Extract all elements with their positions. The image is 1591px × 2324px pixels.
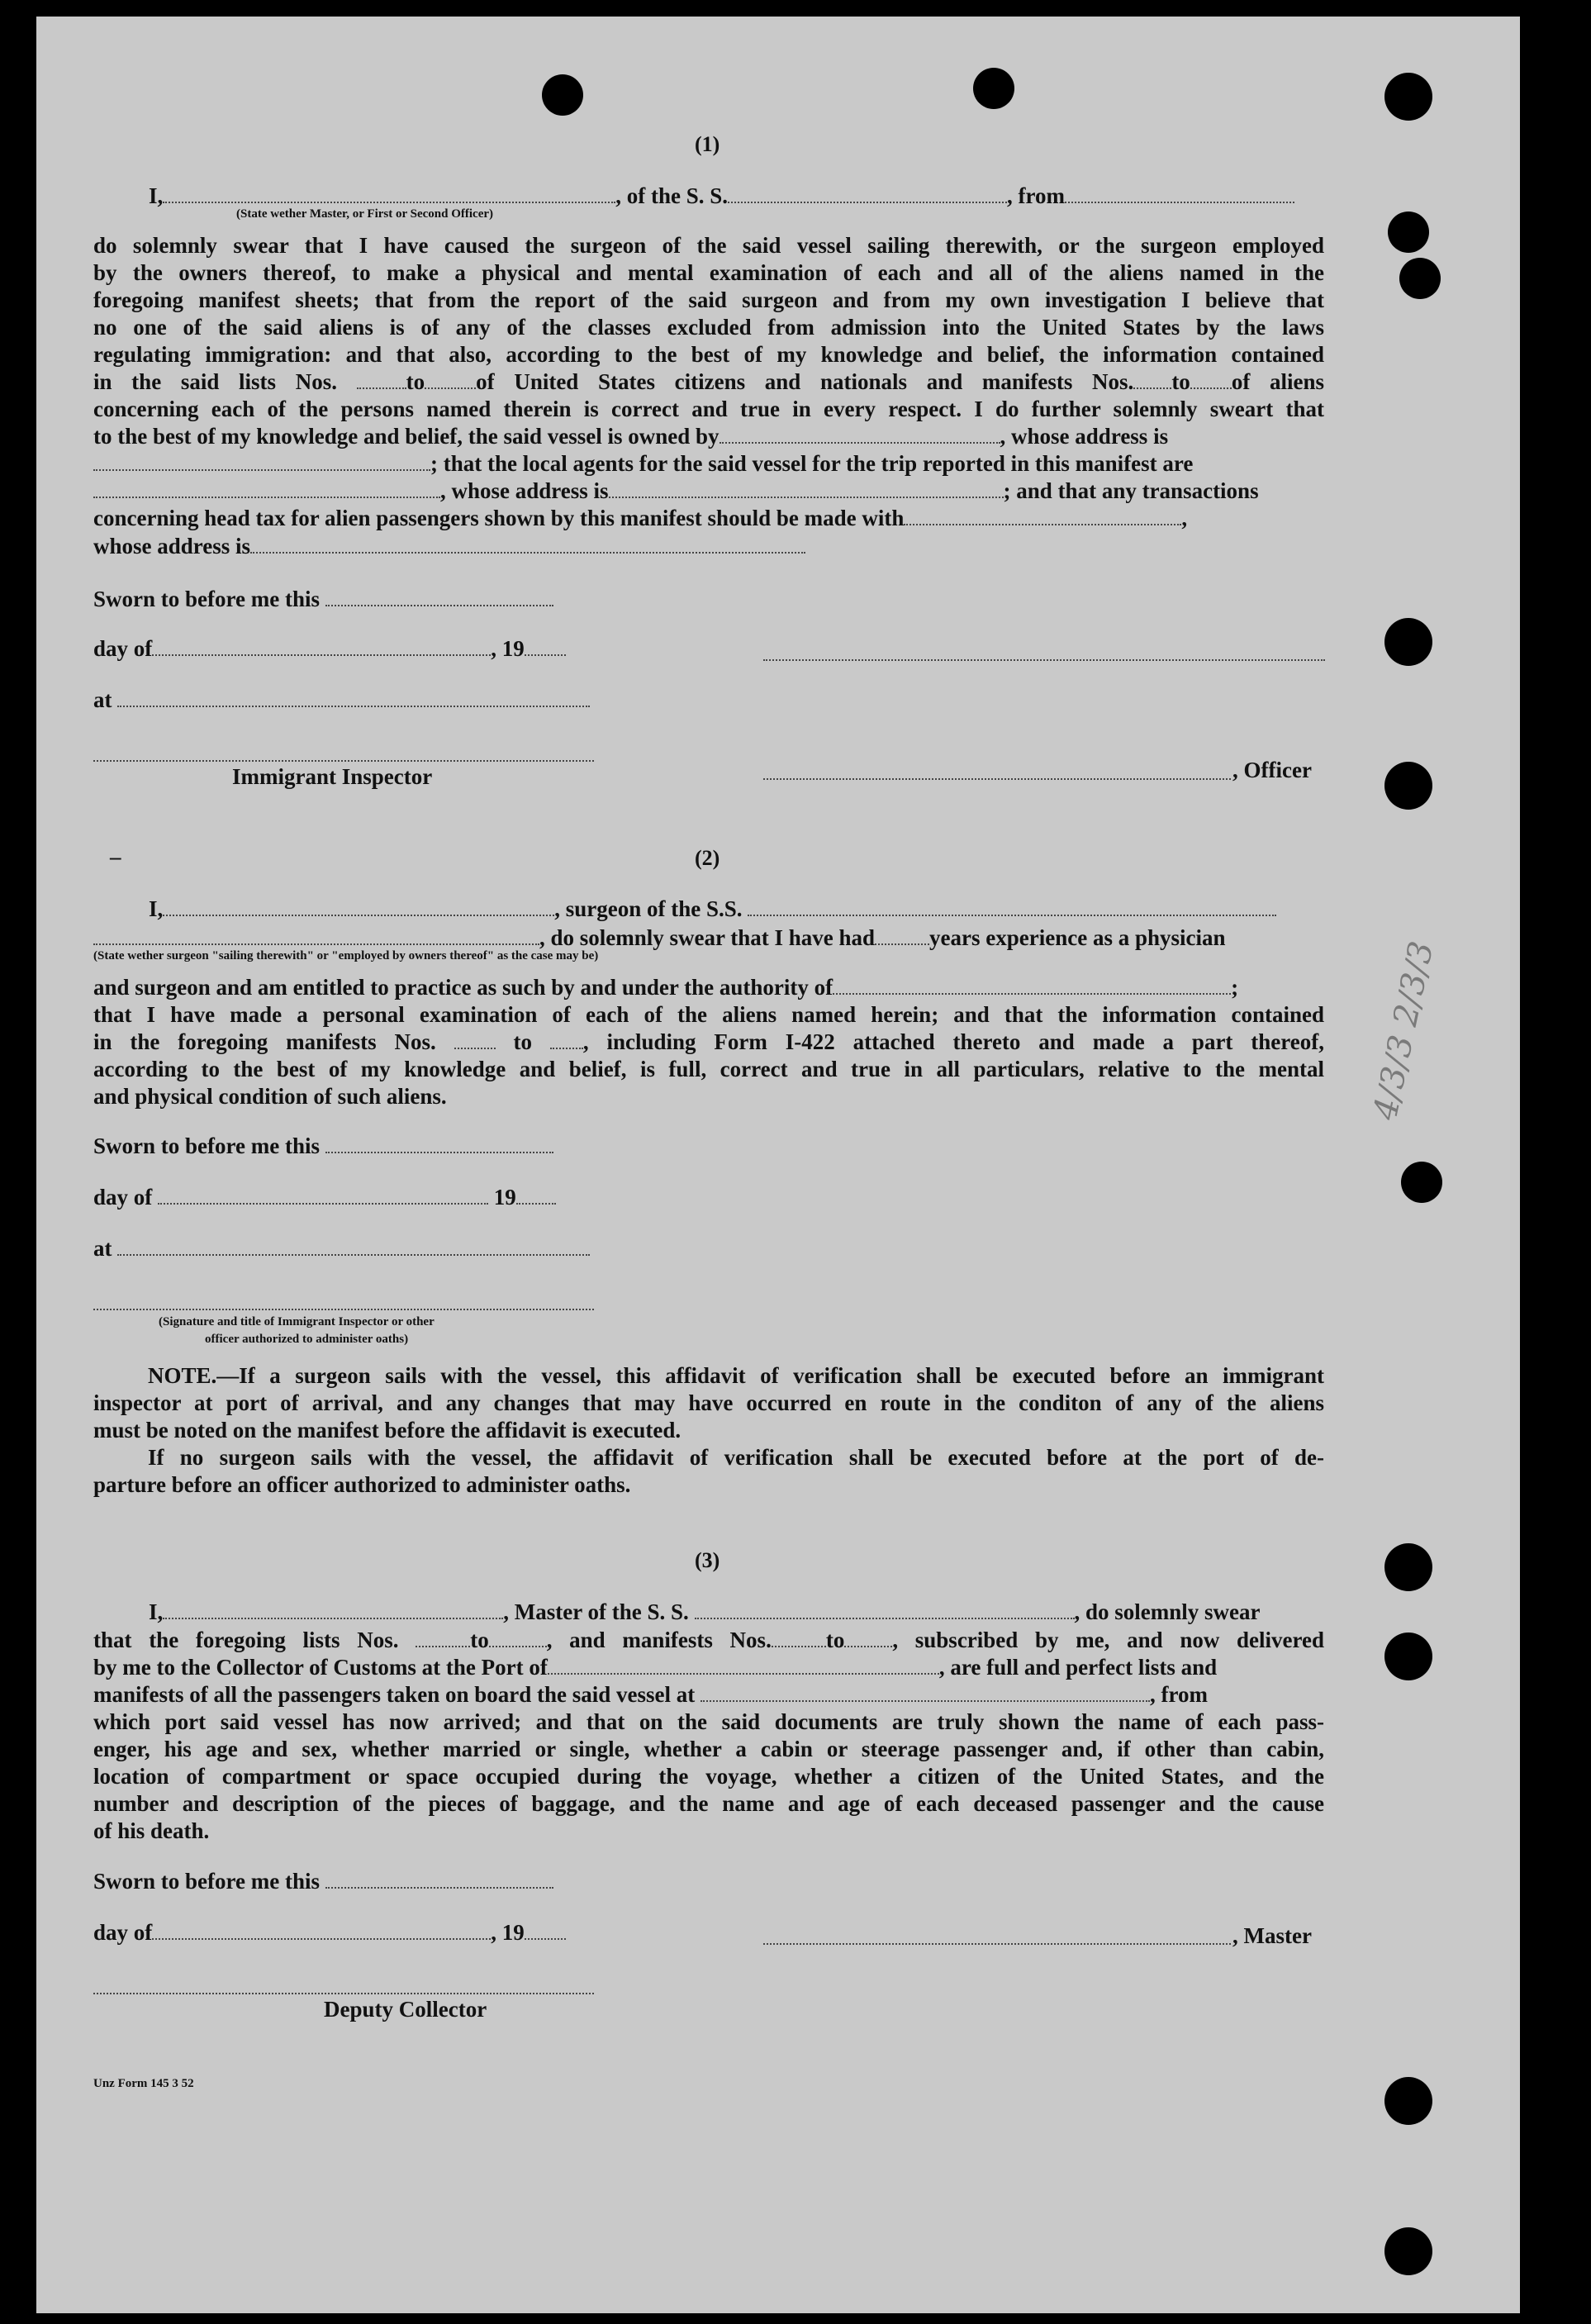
signature-line [93, 1993, 594, 1994]
affidavit-text: and physical condition of such aliens. [93, 1084, 447, 1109]
affidavit-line: I, , Master of the S. S. , do solemnly swear [149, 1599, 1261, 1624]
punch-hole [542, 74, 583, 116]
signature-caption: (Signature and title of Immigrant Inspector or other [159, 1315, 435, 1328]
date-line: day of 19 [93, 1185, 556, 1210]
affidavit-text: regulating immigration: and that also, according to the best of my knowledge and belief, the information contained [93, 342, 1324, 367]
affidavit-line: to the best of my knowledge and belief, the said vessel is owned by , whose address is [93, 424, 1169, 449]
master-label: , Master [1232, 1923, 1312, 1948]
note-text: parture before an officer authorized to administer oaths. [93, 1472, 631, 1497]
field-caption: (State wether Master, or First or Second Officer) [236, 207, 494, 221]
punch-hole [1401, 1162, 1442, 1203]
affidavit-line: in the said lists Nos. to of United States citizens and nationals and manifests Nos. to of aliens [93, 369, 1324, 394]
handwritten-annotation: 4/3/3 2/3/3 [1366, 938, 1441, 1124]
signature-line [763, 778, 1231, 780]
affidavit-line: in the foregoing manifests Nos. to , including Form I-422 attached thereto and made a part thereof, [93, 1029, 1325, 1054]
affidavit-text: which port said vessel has now arrived; and that on the said documents are truly shown the name of each pass- [93, 1709, 1324, 1734]
affidavit-line: I, , of the S. S. , from [149, 183, 1294, 209]
affidavit-text: of his death. [93, 1818, 210, 1843]
punch-hole [1384, 2227, 1432, 2275]
section-number: (1) [695, 132, 720, 156]
punch-hole [1399, 258, 1441, 299]
sworn-line: Sworn to before me this [93, 1133, 553, 1159]
affidavit-text: no one of the said aliens is of any of the classes excluded from admission into the United States by the laws [93, 315, 1324, 340]
section-number: (3) [695, 1548, 720, 1572]
affidavit-text: concerning each of the persons named therein is correct and true in every respect. I do further solemnly sweart that [93, 397, 1324, 421]
affidavit-text: number and description of the pieces of baggage, and the name and age of each deceased passenger and the cause [93, 1791, 1324, 1816]
punch-hole [973, 68, 1014, 109]
affidavit-line: , do solemnly swear that I have had years experience as a physician [93, 925, 1324, 951]
affidavit-line: , whose address is ; and that any transactions [93, 478, 1324, 504]
affidavit-text: location of compartment or space occupied during the voyage, whether a citizen of the United States, and the [93, 1764, 1324, 1789]
affidavit-line: that the foregoing lists Nos. to , and manifests Nos. to , subscribed by me, and now delivered [93, 1628, 1325, 1652]
affidavit-text: by the owners thereof, to make a physical and mental examination of each and all of the aliens named in the [93, 260, 1324, 285]
inspector-label: Immigrant Inspector [232, 764, 433, 789]
affidavit-line: concerning head tax for alien passengers shown by this manifest should be made with , [93, 506, 1188, 530]
place-line: at [93, 1236, 590, 1262]
punch-hole [1384, 762, 1432, 810]
sworn-line: Sworn to before me this [93, 1869, 553, 1894]
note-text: If no surgeon sails with the vessel, the affidavit of verification shall be executed before at the port of de- [148, 1445, 1324, 1470]
dash-mark: – [110, 844, 121, 869]
officer-label: , Officer [1232, 758, 1312, 782]
note-text: must be noted on the manifest before the affidavit is executed. [93, 1418, 682, 1442]
punch-hole [1384, 1633, 1432, 1680]
affidavit-line: manifests of all the passengers taken on board the said vessel at , from [93, 1682, 1208, 1707]
affidavit-line: by me to the Collector of Customs at the Port of , are full and perfect lists and [93, 1655, 1218, 1680]
affidavit-line: I, , surgeon of the S.S. [149, 896, 1276, 922]
affidavit-text: foregoing manifest sheets; that from the report of the said surgeon and from my own investigation I believe that [93, 288, 1324, 312]
signature-caption: officer authorized to administer oaths) [205, 1333, 409, 1346]
date-line: day of , 19 [93, 1920, 566, 1946]
affidavit-text: according to the best of my knowledge and belief, is full, correct and true in all particulars, relative to the mental [93, 1057, 1324, 1081]
affidavit-line: whose address is [93, 534, 805, 559]
punch-hole [1384, 2077, 1432, 2125]
date-line: day of , 19 [93, 636, 566, 662]
affidavit-line: ; that the local agents for the said vessel for the trip reported in this manifest are [93, 451, 1324, 477]
punch-hole [1384, 1543, 1432, 1591]
affidavit-text: enger, his age and sex, whether married or single, whether a cabin or steerage passenger and, if other than cabin, [93, 1737, 1324, 1761]
sworn-line: Sworn to before me this [93, 587, 553, 612]
signature-line [763, 1943, 1231, 1945]
punch-hole [1388, 211, 1429, 253]
affidavit-line: and surgeon and am entitled to practice as such by and under the authority of ; [93, 975, 1239, 1000]
punch-hole [1384, 73, 1432, 121]
signature-line [93, 1309, 594, 1310]
deputy-label: Deputy Collector [324, 1997, 487, 2022]
field-caption: (State wether surgeon "sailing therewith" or "employed by owners thereof" as the case may be) [93, 949, 599, 962]
section-number: (2) [695, 846, 720, 870]
note-text: inspector at port of arrival, and any changes that may have occurred en route in the conditon of any of the aliens [93, 1390, 1324, 1415]
form-number: Unz Form 145 3 52 [93, 2077, 194, 2090]
signature-line [93, 760, 594, 762]
place-line: at [93, 687, 590, 713]
affidavit-text: that I have made a personal examination of each of the aliens named herein; and that the information contained [93, 1002, 1324, 1027]
punch-hole [1384, 618, 1432, 666]
signature-line [763, 659, 1325, 661]
note-text: NOTE.—If a surgeon sails with the vessel, this affidavit of verification shall be executed before an immigrant [148, 1363, 1324, 1388]
affidavit-text: do solemnly swear that I have caused the surgeon of the said vessel sailing therewith, or the surgeon employed [93, 233, 1324, 258]
